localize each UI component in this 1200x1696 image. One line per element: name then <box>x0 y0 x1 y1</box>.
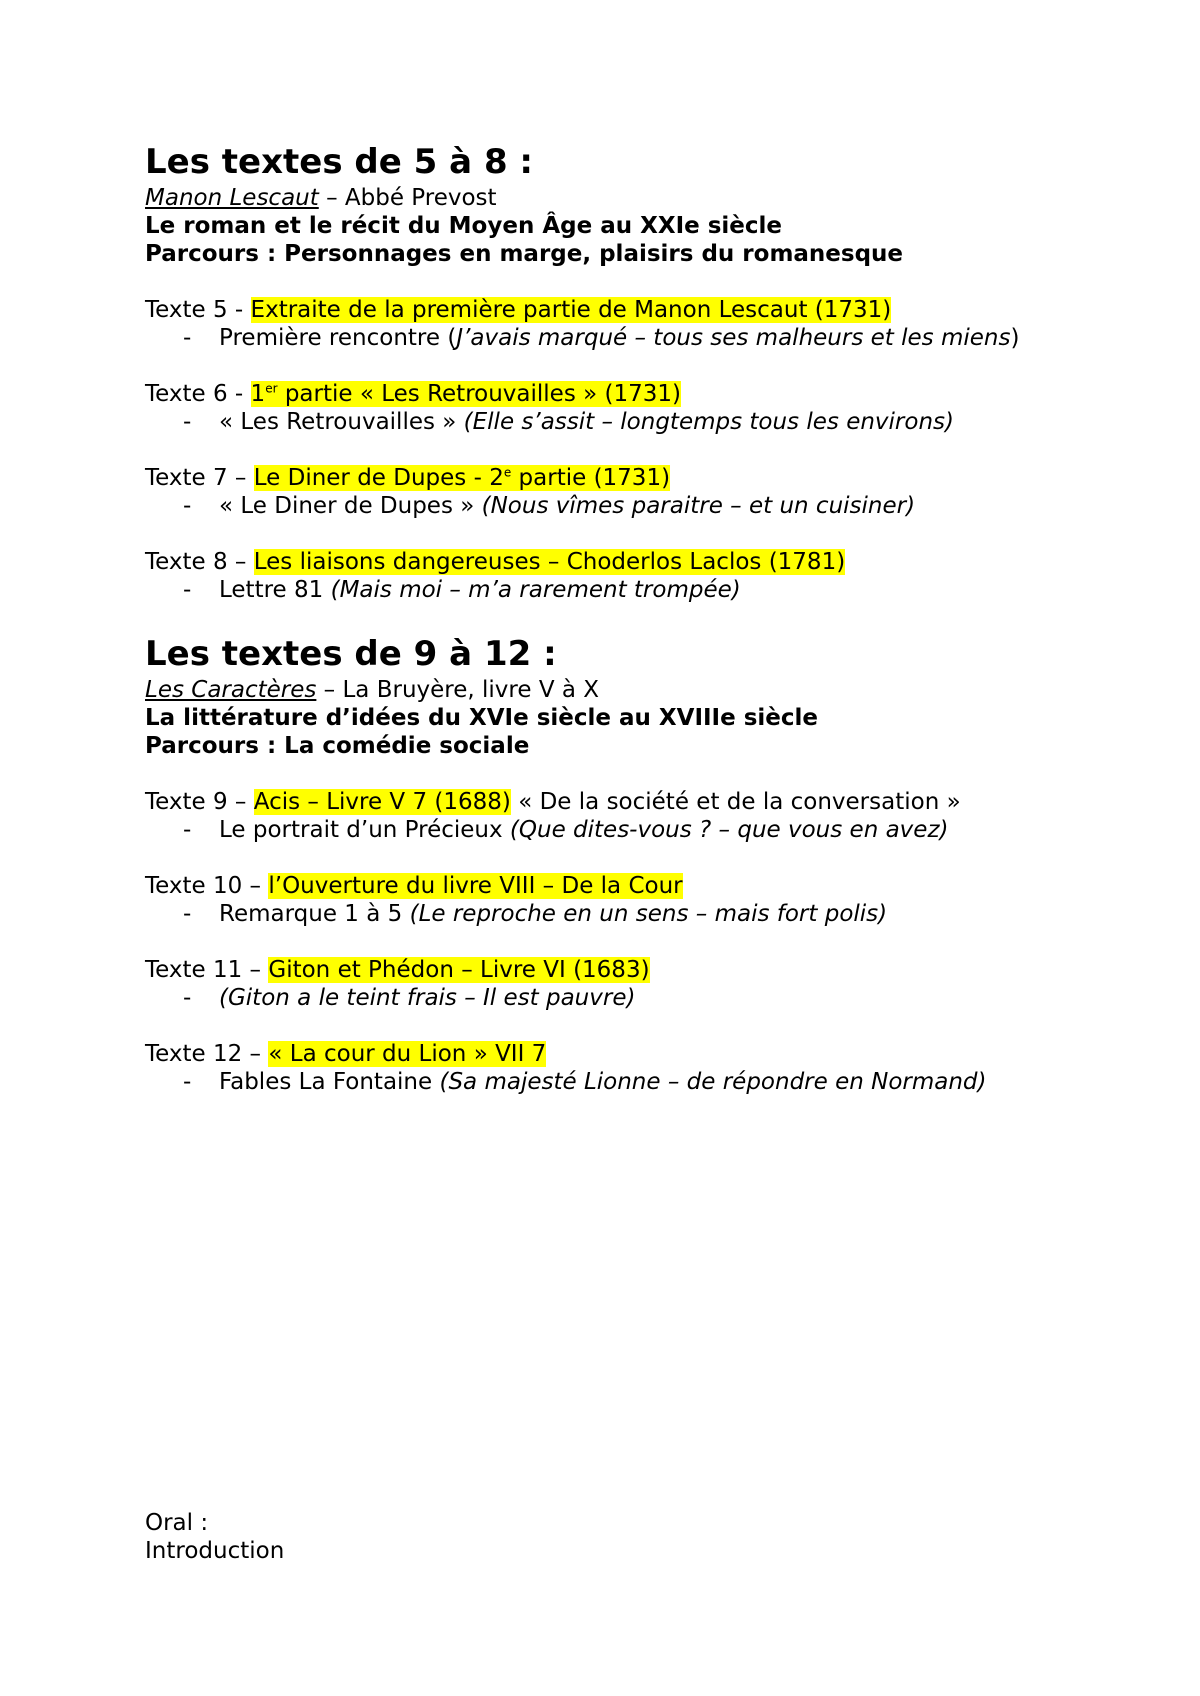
section1-work-title: Manon Lescaut <box>145 185 319 211</box>
texte-6-bullet-excerpt: (Elle s’assit – longtemps tous les environs) <box>463 409 954 435</box>
bullet-dash: - <box>183 577 192 603</box>
bullet-dash: - <box>183 985 192 1011</box>
texte-10-bullet-main: Remarque 1 à 5 <box>219 901 410 927</box>
texte-9-label: Texte 9 – <box>145 789 254 815</box>
texte-11-highlight: Giton et Phédon – Livre VI (1683) <box>268 957 650 983</box>
texte-6-hl-sup: er <box>265 381 278 396</box>
texte-5-bullet-main: Première rencontre ( <box>219 325 457 351</box>
texte-7-title <box>145 464 1075 492</box>
section1-title: Les textes de 5 à 8 : <box>145 142 534 182</box>
texte-6-bullet <box>145 408 1075 436</box>
texte-6-hl-a: 1 <box>250 381 266 407</box>
bullet-dash: - <box>183 325 192 351</box>
texte-8-title <box>145 548 1075 576</box>
section1-work-author: – Abbé Prevost <box>318 185 497 211</box>
texte-12-highlight: « La cour du Lion » VII 7 <box>268 1041 547 1067</box>
texte-7-highlight <box>254 465 670 491</box>
texte-7-bullet-main: « Le Diner de Dupes » <box>219 493 482 519</box>
texte-10-label: Texte 10 – <box>145 873 269 899</box>
texte-9-after: « De la société et de la conversation » <box>510 789 961 815</box>
texte-12-bullet-excerpt: (Sa majesté Lionne – de répondre en Normand) <box>439 1069 987 1095</box>
texte-5-bullet <box>145 324 1075 352</box>
texte-10-title <box>145 872 1075 900</box>
texte-8-bullet-main: Lettre 81 <box>219 577 331 603</box>
texte-8-highlight: Les liaisons dangereuses – Choderlos Laclos (1781) <box>253 549 846 575</box>
texte-8-label: Texte 8 – <box>145 549 254 575</box>
texte-7-bullet-excerpt: (Nous vîmes paraitre – et un cuisiner) <box>481 493 916 519</box>
texte-6-highlight <box>251 381 681 407</box>
document-page <box>145 140 1075 1096</box>
texte-12-title <box>145 1040 1075 1068</box>
texte-11-label: Texte 11 – <box>145 957 269 983</box>
texte-9-title <box>145 788 1075 816</box>
section2-work-title: Les Caractères <box>145 677 317 703</box>
texte-7-hl-sup: e <box>503 465 512 480</box>
texte-12-bullet <box>145 1068 1075 1096</box>
bullet-dash: - <box>183 901 192 927</box>
texte-6-label: Texte 6 - <box>145 381 251 407</box>
texte-7-label: Texte 7 – <box>145 465 254 491</box>
texte-7-bullet <box>145 492 1075 520</box>
section1-objet: Le roman et le récit du Moyen Âge au XXIe siècle <box>145 213 783 239</box>
texte-11-bullet <box>145 984 1075 1012</box>
bullet-dash: - <box>183 493 192 519</box>
bullet-dash: - <box>183 409 192 435</box>
texte-11-title <box>145 956 1075 984</box>
texte-10-highlight: l’Ouverture du livre VIII – De la Cour <box>268 873 683 899</box>
oral-label: Oral : <box>145 1510 209 1536</box>
section2-work <box>145 676 1075 704</box>
texte-7-hl-a: Le Diner de Dupes - 2 <box>253 465 504 491</box>
texte-11-bullet-excerpt: (Giton a le teint frais – Il est pauvre) <box>219 985 636 1011</box>
texte-5-title <box>145 296 1075 324</box>
bullet-dash: - <box>183 1069 192 1095</box>
oral-item: Introduction <box>145 1538 285 1564</box>
texte-9-bullet-excerpt: (Que dites-vous ? – que vous en avez) <box>509 817 949 843</box>
texte-12-label: Texte 12 – <box>145 1041 269 1067</box>
texte-8-bullet <box>145 576 1075 604</box>
texte-7-hl-b: partie (1731) <box>511 465 671 491</box>
section2-parcours: Parcours : La comédie sociale <box>145 733 530 759</box>
bullet-dash: - <box>183 817 192 843</box>
section2-work-author: – La Bruyère, livre V à X <box>316 677 600 703</box>
texte-9-bullet-main: Le portrait d’un Précieux <box>219 817 510 843</box>
texte-8-bullet-excerpt: (Mais moi – m’a rarement trompée) <box>330 577 741 603</box>
texte-10-bullet-excerpt: (Le reproche en un sens – mais fort polis) <box>409 901 888 927</box>
oral-section <box>145 1509 284 1565</box>
texte-9-highlight: Acis – Livre V 7 (1688) <box>253 789 511 815</box>
texte-10-bullet <box>145 900 1075 928</box>
texte-5-bullet-excerpt: J’avais marqué – tous ses malheurs et les miens <box>456 325 1011 351</box>
section1-parcours: Parcours : Personnages en marge, plaisirs du romanesque <box>145 241 904 267</box>
section1-work <box>145 184 1075 212</box>
section2-title: Les textes de 9 à 12 : <box>145 634 557 674</box>
texte-5-bullet-end: ) <box>1010 325 1020 351</box>
texte-9-bullet <box>145 816 1075 844</box>
texte-12-bullet-main: Fables La Fontaine <box>219 1069 440 1095</box>
texte-5-label: Texte 5 - <box>145 297 251 323</box>
texte-6-hl-b: partie « Les Retrouvailles » (1731) <box>277 381 681 407</box>
section2-objet: La littérature d’idées du XVIe siècle au XVIIIe siècle <box>145 705 819 731</box>
texte-6-bullet-main: « Les Retrouvailles » <box>219 409 464 435</box>
texte-6-title <box>145 380 1075 408</box>
texte-5-highlight: Extraite de la première partie de Manon Lescaut (1731) <box>250 297 892 323</box>
